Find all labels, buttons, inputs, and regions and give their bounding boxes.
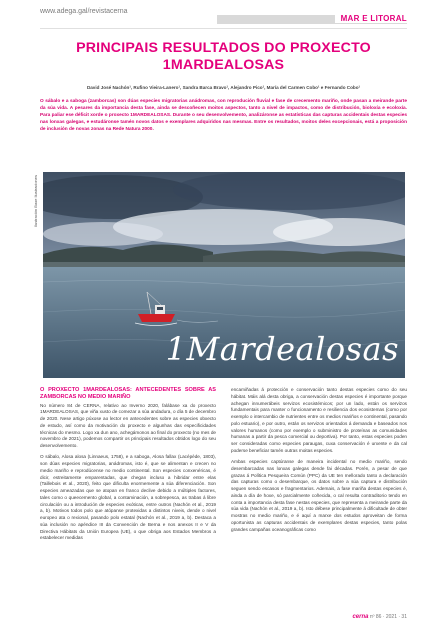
photo-credit: Ilustración Baxe Ilustraciones: [33, 175, 38, 228]
left-column: [40, 387, 216, 547]
right-column: [231, 387, 407, 538]
section-heading: O PROXECTO 1MARDEALOSAS: ANTECEDENTES SOBRE AS ZAMBORCAS NO MEDIO MARIÑO: [40, 387, 216, 400]
paragraph: encamiñadas á protección e conservación tanto destas especies como do seu hábitat. Máis alá desta obriga, a conservación destas especies é importante porque achegan innumerábeis servizos ecosistémicos; por un lado, están os servizos fundamentais para manter o funcionamento e resiliencia dos ecosistemas (como por exemplo o intercambio de nutrientes entre os medios mariños e continental, pasando polo estuario), e por outro, están os servizos orientados á demanda e baseados nos valores humanos (como por exemplo o subministro de proteínas as comunidades humanas a partir da pesca comercial ou deportiva). Por tanto, estas especies poden ser consideradas como especies paraugas, cuxa conservación é urxente e da cal poderse beneficiar tamén outras moitas especies.: [231, 387, 407, 453]
header-divider: [40, 28, 407, 29]
abstract: O sábalo e a saboga (zamborcas) son dúas especies migratorias anádromas, con reprodución fluvial e fase de crecemento mariño, onde pasan a meirande parte da súa vida. A pesares da importancia desta fase, ainda se descoñecen moitos aspectos, tanto a nivel de impactos, como de distribución, bioloxía e ecoloxía. Para paliar ese déficit xorde o proxecto 1MARDEALOSAS. Durante o seu desenvolvemento, analizáronse as estatísticas das capturas accidentais destas especies nas lonxas galegas, e estudáronse tamén novos datos e exemplares adquiridos nas mesmas. Entre os resultados, moitos deles excepcionais, está a proposición de inclusión de novas zonas na Rede Natura 2000.: [40, 99, 407, 133]
paragraph: O sábalo, Alosa alosa (Linnaeus, 1758), e a saboga, Alosa fallax (Lacépède, 1803), son dúas especies migratorias, anádromas, isto é, que se alimentan e crecen no medio mariño e reprodúcense no medio continental. Son especies conxenéricas, é dicir, estreitamente emparentadas, que chegan incluso a hibridar entre elas (Taillebois et al., 2020), feito que dificulta enormemente a súa diferenciación. Son especies ameazadas que se atopan en franco declive debido a múltiples factores, tales como o queecemento global, a contaminación, a sobrepesca, as trabas á libre circulación ou a introdución de especies exóticas, entre outros (Nachón et al., 2019 a, b). Motivos todos polo que atópanse protexidas a distintos niveis, dende o nivel europeo ata o rexional, pasando polo estatal (Nachón et al., 2019 a, b). Destaca a súa inclusión no apéndice III da Convención de Berna e nos anexos II e V da Directiva Hábitats da Unión Europea (UE), o que obriga aos Estados Membros a estabelecer medidas: [40, 454, 216, 541]
page-header: [0, 0, 447, 30]
page-footer: [352, 614, 407, 620]
paragraph: No número 84 de CERNA, relativo ao Inverno 2020, falábase xa do proxecto 1MARDEALOSAS, que viña xusto de comezar a súa andadura, o día 5 de decembro de 2020. Nese artigo púxose ao lector en antecedentes sobre as especies obxecto de estudo, así como da motivación do proxecto e algunhas das especificidades técnicas do mesmo. Logo xa dun ano, achegámonos ao final do proxecto (no mes de novembro de 2021), podemos compartir os principais resultados obtidos logo do seu desenvolvemento.: [40, 402, 216, 448]
author-list: David José Nachón¹, Rufino Vieira-Lanero¹, Sandra Barca Bravo¹, Alejandro Pico¹, María del Carmen Cobo¹ e Fernando Cobo¹: [86, 85, 361, 90]
paragraph: Ambas especies captúranse de maneira incidental no medio mariño, sendo desembarcadas nas lonxas galegas dende fai décadas. Porén, a pesar de que grazas á Política Pesqueira Común (PPC) da UE ten mellorado tanto a declaración das capturas como o desembarque, os datos sobre a súa captura e distribución seguen sendo escasos e fragmentarios. Ademais, a fase mariña destas especies é, ainda a día de hoxe, só parcialmente coñecida, o cal resulta contraditorio tendo en conta a importancia desta fase nestas especies, que representa a meirande parte da súa vida (Nachón et al., 2019 a, b). Isto débese principalmente á dificultade de obter mostras no medio mariño, e é aquí a marxe dos estudos aproveitan de forma oportunista as capturas accidentais de exemplares destas especies, tanto polas grandes campañas oceanográficas como: [231, 459, 407, 532]
title-line-1: PRINCIPAIS RESULTADOS DO PROXECTO: [76, 40, 371, 56]
issue-info: nº 86 · 2021 · 31: [369, 614, 407, 620]
project-logo-text: 1Mardealosas: [165, 330, 399, 368]
magazine-name: cerna: [352, 614, 369, 620]
site-url[interactable]: www.adega.gal/revistacerna: [40, 8, 128, 15]
article-title: [40, 40, 407, 74]
section-label: MAR E LITORAL: [335, 14, 407, 23]
title-line-2: 1MARDEALOSAS: [162, 57, 285, 73]
